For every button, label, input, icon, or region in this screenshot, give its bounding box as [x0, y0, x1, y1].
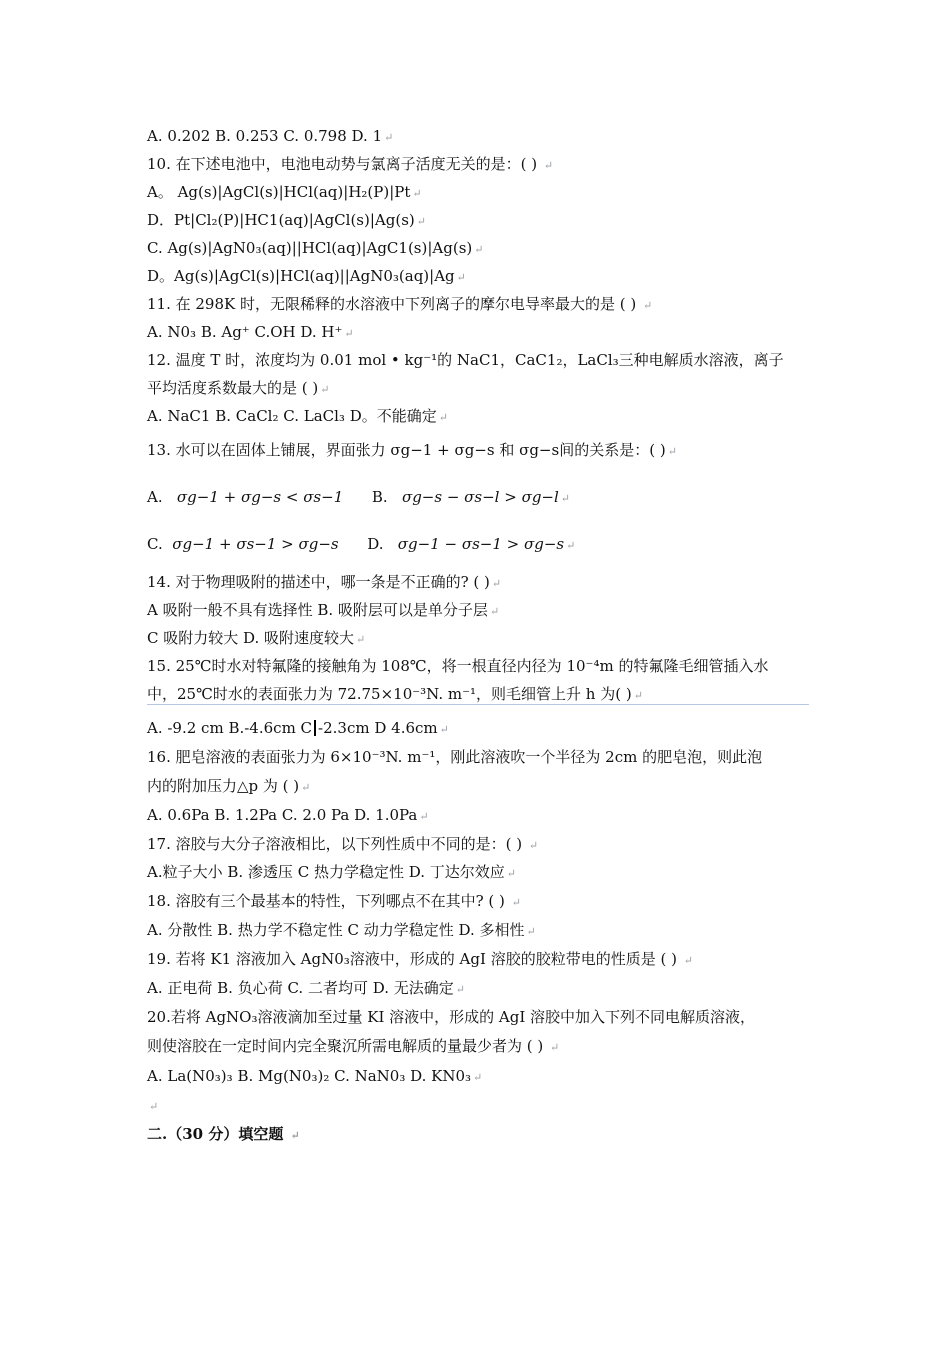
question-20-line-1: 20.若将 AgNO₃溶液滴加至过量 KI 溶液中，形成的 AgI 溶胶中加入下列不同电解质溶液，: [147, 1008, 756, 1026]
q18-options: A. 分散性 B. 热力学不稳定性 C 动力学稳定性 D. 多相性 ↵: [147, 921, 536, 939]
paragraph-mark-icon: ↵: [439, 723, 449, 736]
paragraph-mark-icon: ↵: [290, 1129, 300, 1142]
paragraph-mark-icon: ↵: [412, 187, 422, 200]
q17-options: A.粒子大小 B. 渗透压 C 热力学稳定性 D. 丁达尔效应 ↵: [147, 863, 516, 881]
q13-options-cd: C. σg−1 + σs−1 > σg−s D. σg−1 − σs−1 > σg−s ↵: [147, 535, 576, 553]
paragraph-mark-icon: ↵: [667, 445, 677, 458]
paragraph-mark-icon: ↵: [419, 810, 429, 823]
paragraph-mark-icon: ↵: [528, 839, 539, 852]
q12-options: A. NaC1 B. CaCl₂ C. LaCl₃ D。不能确定 ↵: [147, 407, 448, 425]
empty-paragraph: [147, 1095, 158, 1117]
question-11: 11. 在 298K 时，无限稀释的水溶液中下列离子的摩尔电导率最大的是 ( ) ↵: [147, 295, 653, 313]
q13-option-b-formula: σg−s − σs−l > σg−l: [401, 488, 559, 506]
question-10: 10. 在下述电池中，电池电动势与氯离子活度无关的是：( ) ↵: [147, 155, 554, 173]
q14-options-ab: A 吸附一般不具有选择性 B. 吸附层可以是单分子层 ↵: [147, 601, 500, 619]
paragraph-mark-icon: ↵: [633, 689, 643, 702]
q14-options-cd: C 吸附力较大 D. 吸附速度较大 ↵: [147, 629, 366, 647]
horizontal-rule: [147, 704, 809, 705]
q19-options: A. 正电荷 B. 负心荷 C. 二者均可 D. 无法确定 ↵: [147, 979, 465, 997]
paragraph-mark-icon: ↵: [511, 896, 521, 909]
q13-options-ab: A. σg−1 + σg−s < σs−1 B. σg−s − σs−l > σg−l ↵: [147, 488, 571, 506]
paragraph-mark-icon: ↵: [384, 131, 394, 144]
question-13: 13. 水可以在固体上铺展，界面张力 σg−1 + σg−s 和 σg−s间的关系是：( ) ↵: [147, 441, 677, 459]
paragraph-mark-icon: ↵: [320, 383, 330, 396]
paragraph-mark-icon: ↵: [416, 215, 426, 228]
q10-option-b: D．Pt|Cl₂(P)|HC1(aq)|AgCl(s)|Ag(s) ↵: [147, 211, 426, 229]
paragraph-mark-icon: ↵: [344, 327, 354, 340]
question-18: 18. 溶胶有三个最基本的特性，下列哪点不在其中? ( ) ↵: [147, 892, 521, 910]
question-12-line-1: 12. 温度 T 时，浓度均为 0.01 mol • kg⁻¹的 NaC1，CaC1₂，LaCl₃三种电解质水溶液，离子: [147, 351, 784, 369]
question-15-line-1: 15. 25℃时水对特氟隆的接触角为 108℃，将一根直径内径为 10⁻⁴m 的特氟隆毛细管插入水: [147, 657, 769, 675]
q20-options: A. La(N0₃)₃ B. Mg(N0₃)₂ C. NaN0₃ D. KN0₃ ↵: [147, 1067, 483, 1085]
text-cursor: [314, 720, 316, 736]
paragraph-mark-icon: ↵: [438, 411, 448, 424]
paragraph-mark-icon: ↵: [543, 159, 554, 172]
paragraph-mark-icon: ↵: [489, 605, 500, 618]
question-14: 14. 对于物理吸附的描述中，哪一条是不正确的? ( ) ↵: [147, 573, 502, 591]
paragraph-mark-icon: ↵: [455, 983, 465, 996]
q13-option-a-formula: σg−1 + σg−s < σs−1: [176, 488, 344, 506]
question-20-line-2: 则使溶胶在一定时间内完全聚沉所需电解质的量最少者为 ( ) ↵: [147, 1037, 560, 1055]
paragraph-mark-icon: ↵: [566, 539, 576, 552]
question-17: 17. 溶胶与大分子溶液相比，以下列性质中不同的是：( ) ↵: [147, 835, 539, 853]
q16-options: A. 0.6Pa B. 1.2Pa C. 2.0 Pa D. 1.0Pa ↵: [147, 806, 429, 824]
paragraph-mark-icon: ↵: [526, 925, 536, 938]
q13-option-c-formula: σg−1 + σs−1 > σg−s: [172, 535, 339, 553]
paragraph-mark-icon: ↵: [683, 954, 693, 967]
paragraph-mark-icon: ↵: [456, 271, 466, 284]
paragraph-mark-icon: ↵: [474, 243, 484, 256]
paragraph-mark-icon: ↵: [149, 1100, 159, 1113]
question-16-line-2: 内的附加压力△p 为 ( ) ↵: [147, 777, 311, 795]
paragraph-mark-icon: ↵: [550, 1041, 560, 1054]
paragraph-mark-icon: ↵: [643, 299, 653, 312]
question-15-line-2: 中，25℃时水的表面张力为 72.75×10⁻³N. m⁻¹，则毛细管上升 h 为( ) ↵: [147, 685, 643, 703]
paragraph-mark-icon: ↵: [301, 781, 311, 794]
q10-option-d: D。Ag(s)|AgCl(s)|HCl(aq)||AgN0₃(aq)|Ag ↵: [147, 267, 466, 285]
paragraph-mark-icon: ↵: [473, 1071, 483, 1084]
q10-option-a: A。 Ag(s)|AgCl(s)|HCl(aq)|H₂(P)|Pt ↵: [147, 183, 422, 201]
section-2-heading: 二.（30 分）填空题 ↵: [147, 1125, 300, 1143]
paragraph-mark-icon: ↵: [560, 492, 571, 505]
q9-options: A. 0.202 B. 0.253 C. 0.798 D. 1 ↵: [147, 127, 394, 145]
paragraph-mark-icon: ↵: [356, 633, 366, 646]
paragraph-mark-icon: ↵: [491, 577, 502, 590]
question-19: 19. 若将 K1 溶液加入 AgN0₃溶液中，形成的 AgI 溶胶的胶粒带电的性质是 ( ) ↵: [147, 950, 693, 968]
question-16-line-1: 16. 肥皂溶液的表面张力为 6×10⁻³N. m⁻¹，刚此溶液吹一个半径为 2cm 的肥皂泡，则此泡: [147, 748, 763, 766]
q11-options: A. N0₃ B. Ag⁺ C.OH D. H⁺ ↵: [147, 323, 354, 341]
question-12-line-2: 平均活度系数最大的是 ( ) ↵: [147, 379, 330, 397]
q13-option-d-formula: σg−1 − σs−1 > σg−s: [397, 535, 565, 553]
q10-option-c: C. Ag(s)|AgN0₃(aq)||HCl(aq)|AgC1(s)|Ag(s) ↵: [147, 239, 484, 257]
paragraph-mark-icon: ↵: [506, 867, 516, 880]
q15-options: A. -9.2 cm B.-4.6cm C -2.3cm D 4.6cm ↵: [147, 719, 449, 737]
